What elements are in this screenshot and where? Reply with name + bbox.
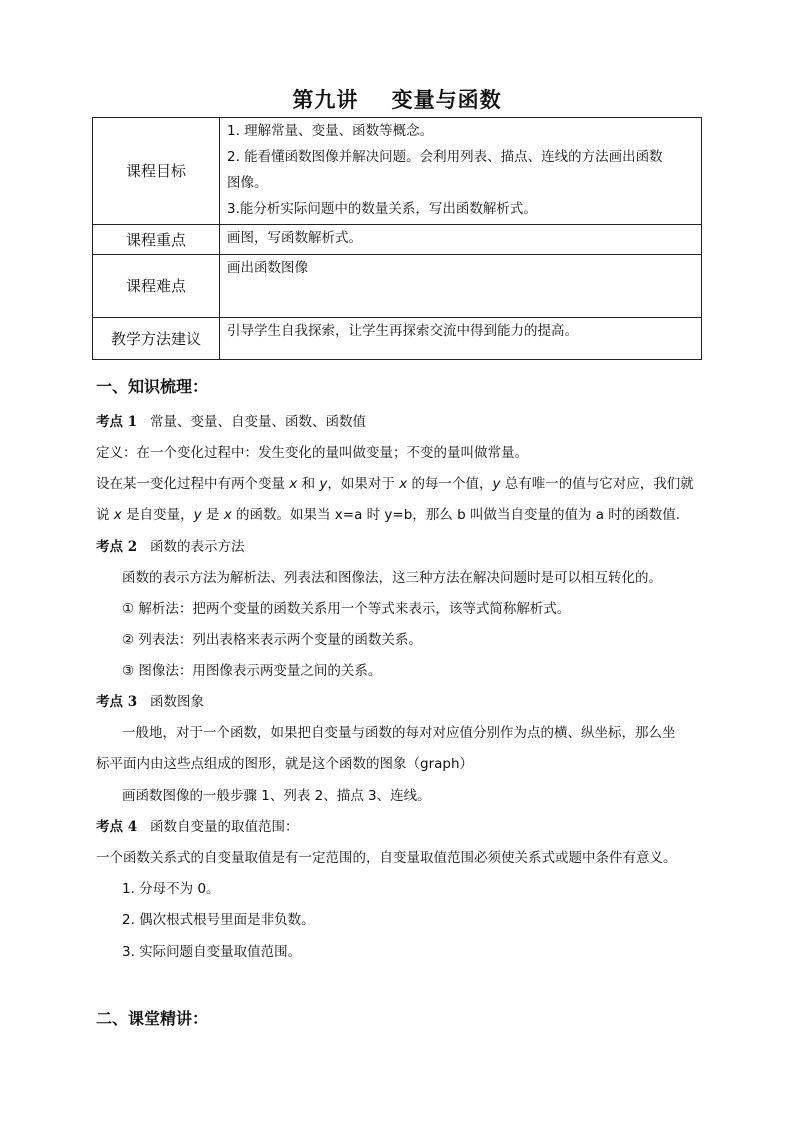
table-row: [93, 225, 702, 255]
kp-title: 常量、变量、自变量、函数、函数值: [149, 414, 366, 430]
kp-tag: 考点 1: [96, 414, 138, 430]
kp-title: 函数图象: [149, 694, 204, 710]
method-line: 引导学生自我探索，让学生再探索交流中得到能力的提高。: [227, 323, 578, 339]
var-x: x: [399, 476, 408, 492]
text-run: 总有唯一的值与它对应，我们就: [500, 476, 694, 492]
kp3-paragraph-line: 标平面内由这些点组成的图形，就是这个函数的图象（graph）: [96, 756, 474, 772]
text-run: 和: [297, 476, 320, 492]
section-heading-lecture: 二、课堂精讲：: [96, 1009, 209, 1028]
kp-tag: 考点 2: [96, 539, 138, 555]
table-row: [93, 118, 702, 225]
kp2-intro: 函数的表示方法为解析法、列表法和图像法，这三种方法在解决问题时是可以相互转化的。: [122, 570, 662, 586]
var-x: x: [113, 507, 122, 523]
row-content: [220, 225, 702, 255]
kp1-definition: 定义：在一个变化过程中：发生变化的量叫做变量；不变的量叫做常量。: [96, 445, 528, 461]
var-y: y: [319, 476, 328, 492]
var-x: x: [223, 507, 232, 523]
kp4-intro: 一个函数关系式的自变量取值是有一定范围的，自变量取值范围必须使关系式或题中条件有意义。: [96, 850, 677, 866]
row-content: [220, 118, 702, 225]
list-item: 1. 分母不为 0。: [122, 881, 220, 897]
row-label: 课程难点: [93, 255, 220, 318]
kp1-heading: [96, 410, 366, 430]
kp-title: 函数的表示方法: [149, 539, 245, 555]
var-y: y: [193, 507, 202, 523]
kp-tag: 考点 3: [96, 694, 138, 710]
kp3-paragraph-line: 一般地，对于一个函数，如果把自变量与函数的每对对应值分别作为点的横、纵坐标，那么坐: [122, 725, 676, 741]
kp-tag: 考点 4: [96, 819, 138, 835]
row-content: [220, 318, 702, 360]
goal-line: 2. 能看懂函数图像并解决问题。会利用列表、描点、连线的方法画出函数: [227, 149, 663, 165]
row-label: 课程目标: [93, 118, 220, 225]
text-run: 说: [96, 507, 114, 523]
page-title: 第九讲 变量与函数: [292, 87, 502, 112]
text-run: 的函数。如果当 x=a 时 y=b，那么 b 叫做当自变量的值为 a 时的函数值.: [231, 507, 681, 523]
kp3-heading: [96, 690, 204, 710]
row-content: [220, 255, 702, 318]
text-run: 是: [201, 507, 224, 523]
goal-line: 1. 理解常量、变量、函数等概念。: [227, 123, 434, 139]
list-item: ① 解析法：把两个变量的函数关系用一个等式来表示，该等式简称解析式。: [122, 601, 571, 617]
focus-line: 画图，写函数解析式。: [227, 230, 362, 246]
list-item: 2. 偶次根式根号里面是非负数。: [122, 912, 315, 928]
text-run: 设在某一变化过程中有两个变量: [96, 476, 290, 492]
table-row: [93, 318, 702, 360]
difficulty-line: 画出函数图像: [227, 260, 308, 276]
var-x: x: [289, 476, 298, 492]
list-item: ③ 图像法：用图像表示两变量之间的关系。: [122, 663, 382, 679]
kp2-heading: [96, 535, 244, 555]
row-label: 教学方法建议: [93, 318, 220, 360]
text-run: ，如果对于: [327, 476, 400, 492]
text-run: 是自变量，: [121, 507, 194, 523]
list-item: ② 列表法：列出表格来表示两个变量的函数关系。: [122, 632, 422, 648]
course-overview-table: [92, 117, 702, 360]
kp1-paragraph-line: [96, 472, 694, 492]
kp1-paragraph-line: [96, 503, 680, 523]
section-heading-knowledge: 一、知识梳理：: [96, 377, 209, 396]
list-item: 3. 实际问题自变量取值范围。: [122, 944, 302, 960]
kp3-steps: 画函数图像的一般步骤 1、列表 2、描点 3、连线。: [122, 788, 431, 804]
table-row: [93, 255, 702, 318]
goal-line: 3.能分析实际问题中的数量关系，写出函数解析式。: [227, 201, 537, 217]
row-label: 课程重点: [93, 225, 220, 255]
kp4-heading: [96, 815, 298, 835]
var-y: y: [492, 476, 501, 492]
text-run: 的每一个值，: [407, 476, 493, 492]
goal-line: 图像。: [227, 175, 268, 191]
kp-title: 函数自变量的取值范围：: [149, 819, 299, 835]
